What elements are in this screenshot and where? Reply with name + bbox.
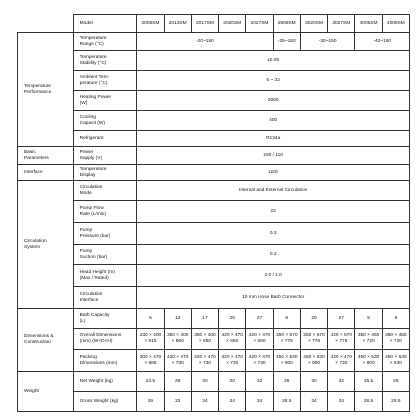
row-label-heating-power: Heating Power (W) — [73, 91, 137, 111]
gross-weight-value: 34 — [328, 392, 355, 412]
overall-dimensions-value: 420 × 470 × 660 — [246, 329, 273, 350]
packing-dimensions-value: 450 × 530 × 900 — [300, 350, 327, 372]
row-label-temp-stability: Temperature Stability (°C) — [73, 51, 137, 71]
gross-weight-value: 34 — [191, 392, 218, 412]
table-row — [18, 309, 410, 329]
packing-dimensions-value: 300 × 470 × 685 — [137, 350, 164, 372]
row-label-circulation-interface: Circulation Interface — [73, 287, 137, 309]
cooling-capacity-value: 400 — [137, 111, 410, 131]
row-label-cooling-capacity: Cooling Capacit (W) — [73, 111, 137, 131]
overall-dimensions-value: 350 × 400 × 660 — [164, 329, 191, 350]
row-label-temp-display: Temperature Display — [73, 165, 137, 181]
net-weight-value: 23.5 — [137, 372, 164, 392]
net-weight-value: 25.5 — [355, 372, 382, 392]
table-row — [18, 147, 410, 165]
pump-flow-value: 22 — [137, 201, 410, 223]
bath-capacity-value: 13 — [164, 309, 191, 329]
overall-dimensions-value: 230 × 400 × 615 — [137, 329, 164, 350]
packing-dimensions-value: 420 × 470 × 730 — [328, 350, 355, 372]
bath-capacity-value: 27 — [246, 309, 273, 329]
category-interface: Interface — [18, 165, 74, 181]
packing-dimensions-value: 450 × 530 × 900 — [273, 350, 300, 372]
table-row — [18, 245, 410, 265]
table-row — [18, 165, 410, 181]
bath-capacity-value: 17 — [191, 309, 218, 329]
packing-dimensions-value: 420 × 470 × 730 — [246, 350, 273, 372]
table-row — [18, 91, 410, 111]
table-row — [18, 33, 410, 51]
temp-range-value: -20~150 — [137, 33, 273, 51]
bath-capacity-value: 20 — [219, 309, 246, 329]
row-label-pump-suction: Pump Suction (bar) — [73, 245, 137, 265]
gross-weight-value: 28.5 — [355, 392, 382, 412]
pump-pressure-value: 0.3 — [137, 223, 410, 245]
row-label-refrigerant: Refrigerant — [73, 131, 137, 147]
gross-weight-value: 26 — [137, 392, 164, 412]
gross-weight-value: 34 — [300, 392, 327, 412]
overall-dimensions-value: 350 × 400 × 660 — [191, 329, 218, 350]
overall-dimensions-value: 350 × 570 × 778 — [300, 329, 327, 350]
temp-stability-value: ±0.05 — [137, 51, 410, 71]
category-temperature-performance: Temperature Performance — [18, 33, 74, 147]
table-row — [18, 372, 410, 392]
table-row — [18, 287, 410, 309]
row-label-gross-weight: Gross Weight (kg) — [73, 392, 137, 412]
model-name: 4008SM — [382, 15, 409, 33]
corner-cell — [18, 15, 74, 33]
row-label-pump-flow: Pump Flow Rate (L/min) — [73, 201, 137, 223]
model-label: Model — [73, 15, 137, 33]
net-weight-value: 30 — [191, 372, 218, 392]
overall-dimensions-value: 350 × 570 × 778 — [273, 329, 300, 350]
bath-capacity-value: 5 — [137, 309, 164, 329]
model-row — [18, 15, 410, 33]
circulation-interface-value: 10 mm Hose Barb Connector — [137, 287, 410, 309]
packing-dimensions-value: 420 × 470 × 730 — [219, 350, 246, 372]
table-row — [18, 71, 410, 91]
row-label-head-height: Head Height (m) (Max / Rated) — [73, 265, 137, 287]
row-label-bath-capacity: Bath Capacity (L) — [73, 309, 137, 329]
net-weight-value: 26 — [382, 372, 409, 392]
net-weight-value: 32 — [328, 372, 355, 392]
row-label-temp-range: Temperature Range (°C) — [73, 33, 137, 51]
row-label-packing-dimensions: Packing Dimensions (mm) — [73, 350, 137, 372]
model-name: 3027SM — [328, 15, 355, 33]
net-weight-value: 29 — [164, 372, 191, 392]
gross-weight-value: 34 — [246, 392, 273, 412]
net-weight-value: 26 — [273, 372, 300, 392]
packing-dimensions-value: 420 × 470 × 730 — [164, 350, 191, 372]
table-row — [18, 265, 410, 287]
table-row — [18, 329, 410, 350]
category-dimensions-construction: Dimensions & Construction — [18, 309, 74, 372]
heating-power-value: 2000 — [137, 91, 410, 111]
row-label-pump-pressure: Pump Pressure (bar) — [73, 223, 137, 245]
bath-capacity-value: 8 — [273, 309, 300, 329]
bath-capacity-value: 8 — [382, 309, 409, 329]
gross-weight-value: 28.5 — [273, 392, 300, 412]
temp-display-value: LED — [137, 165, 410, 181]
model-name: 2020SM — [219, 15, 246, 33]
table-row — [18, 350, 410, 372]
bath-capacity-value: 27 — [328, 309, 355, 329]
table-row — [18, 223, 410, 245]
model-name: 2005SM — [137, 15, 164, 33]
overall-dimensions-value: 420 × 570 × 778 — [328, 329, 355, 350]
temp-range-value: -25~150 — [273, 33, 300, 51]
packing-dimensions-value: 450 × 530 × 930 — [382, 350, 409, 372]
net-weight-value: 30 — [300, 372, 327, 392]
temp-range-value: -40~150 — [355, 33, 410, 51]
category-circulation-system: Circulation System — [18, 181, 74, 309]
gross-weight-value: 33 — [164, 392, 191, 412]
table-row — [18, 392, 410, 412]
gross-weight-value: 28.5 — [382, 392, 409, 412]
bath-capacity-value: 5 — [355, 309, 382, 329]
table-row — [18, 201, 410, 223]
circulation-mode-value: Internal and External Circulation — [137, 181, 410, 201]
model-name: 3020SM — [300, 15, 327, 33]
net-weight-value: 32 — [246, 372, 273, 392]
refrigerant-value: R134a — [137, 131, 410, 147]
table-row — [18, 51, 410, 71]
model-name: 2508SM — [273, 15, 300, 33]
row-label-ambient-temp: Ambient Tem- perature (°C) — [73, 71, 137, 91]
packing-dimensions-value: 450 × 530 × 900 — [355, 350, 382, 372]
model-name: 4005SM — [355, 15, 382, 33]
model-name: 2027SM — [246, 15, 273, 33]
ambient-temp-value: 5 ~ 32 — [137, 71, 410, 91]
bath-capacity-value: 20 — [300, 309, 327, 329]
overall-dimensions-value: 420 × 470 × 660 — [219, 329, 246, 350]
head-height-value: 2.0 / 1.0 — [137, 265, 410, 287]
pump-suction-value: 0.2 — [137, 245, 410, 265]
power-supply-value: 220 / 110 — [137, 147, 410, 165]
row-label-overall-dimensions: Overall Dimensions (mm) (W×D×H) — [73, 329, 137, 350]
gross-weight-value: 34 — [219, 392, 246, 412]
overall-dimensions-value: 350 × 450 × 720 — [382, 329, 409, 350]
row-label-power-supply: Power Supply (V) — [73, 147, 137, 165]
temp-range-value: -30~150 — [300, 33, 355, 51]
table-row — [18, 181, 410, 201]
spec-table — [17, 14, 410, 412]
net-weight-value: 30 — [219, 372, 246, 392]
category-weight: Weight — [18, 372, 74, 412]
table-row — [18, 111, 410, 131]
model-name: 2013SM — [164, 15, 191, 33]
row-label-circulation-mode: Circulation Mode — [73, 181, 137, 201]
category-basic-parameters: Basic Parameters — [18, 147, 74, 165]
row-label-net-weight: Net Weight (kg) — [73, 372, 137, 392]
model-name: 2017SM — [191, 15, 218, 33]
packing-dimensions-value: 420 × 470 × 730 — [191, 350, 218, 372]
table-row — [18, 131, 410, 147]
overall-dimensions-value: 350 × 450 × 720 — [355, 329, 382, 350]
